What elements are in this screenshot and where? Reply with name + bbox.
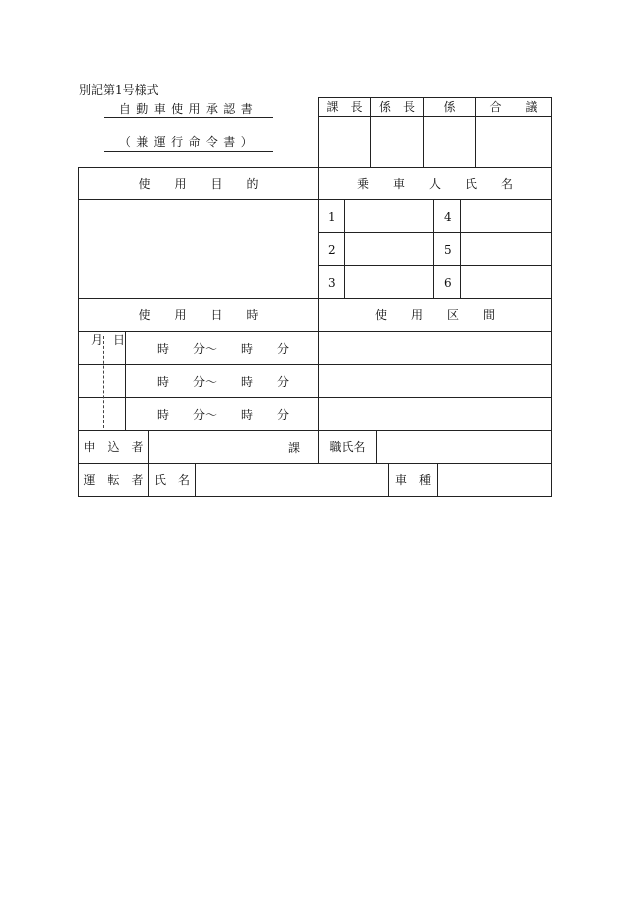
day-label: 日 [113, 333, 126, 347]
passenger-name-field-2[interactable] [345, 233, 433, 265]
driver-name-field[interactable] [196, 464, 388, 496]
staff-name-label: 職氏名 [329, 440, 366, 454]
stamp-subsection-chief[interactable] [371, 117, 423, 167]
datetime-header: 使 用 日 時 [138, 308, 259, 322]
driver-label: 運 転 者 [83, 473, 144, 487]
approval-header-section-chief: 課 長 [326, 100, 363, 114]
passenger-number-3: 3 [328, 276, 336, 290]
purpose-header: 使 用 目 的 [138, 176, 259, 191]
month-label: 月 [91, 333, 104, 347]
stamp-staff[interactable] [424, 117, 475, 167]
passenger-number-6: 6 [444, 276, 452, 290]
time-range-1: 時 分〜 時 分 [157, 342, 290, 356]
applicant-label: 申 込 者 [83, 440, 144, 454]
stamp-section-chief[interactable] [319, 117, 370, 167]
passenger-name-field-4[interactable] [461, 200, 551, 232]
form-title: 自動車使用承認書 [118, 102, 259, 116]
approval-header-consultation: 合 議 [489, 100, 538, 114]
staff-name-field[interactable] [377, 431, 551, 463]
date-field-2[interactable] [79, 365, 125, 397]
passenger-name-field-1[interactable] [345, 200, 433, 232]
date-field-3[interactable] [79, 398, 125, 430]
form-subtitle: （兼運行命令書） [118, 135, 259, 149]
passenger-header: 乗 車 人 氏 名 [356, 176, 513, 191]
passenger-number-2: 2 [328, 243, 336, 257]
time-range-2: 時 分〜 時 分 [157, 375, 290, 389]
vehicle-type-label: 車 種 [394, 473, 431, 487]
form-label: 別記第1号様式 [79, 83, 159, 97]
approval-header-subsection-chief: 係 長 [378, 100, 415, 114]
driver-name-label: 氏 名 [153, 473, 190, 487]
applicant-section-field[interactable] [149, 431, 284, 463]
section-field-2[interactable] [319, 365, 551, 397]
purpose-field[interactable] [79, 200, 318, 298]
section-header: 使 用 区 間 [374, 308, 495, 322]
section-unit-label: 課 [288, 441, 301, 455]
passenger-number-4: 4 [444, 210, 452, 224]
stamp-consultation[interactable] [476, 117, 551, 167]
section-field-1[interactable] [319, 332, 551, 364]
vehicle-type-field[interactable] [438, 464, 551, 496]
passenger-name-field-3[interactable] [345, 266, 433, 298]
title-underline [104, 117, 273, 118]
passenger-number-1: 1 [328, 210, 336, 224]
passenger-name-field-5[interactable] [461, 233, 551, 265]
passenger-name-field-6[interactable] [461, 266, 551, 298]
subtitle-underline [104, 151, 273, 152]
section-field-3[interactable] [319, 398, 551, 430]
time-range-3: 時 分〜 時 分 [157, 408, 290, 422]
passenger-number-5: 5 [444, 243, 452, 257]
approval-header-staff: 係 [443, 100, 456, 114]
date-field-1[interactable] [79, 345, 125, 364]
